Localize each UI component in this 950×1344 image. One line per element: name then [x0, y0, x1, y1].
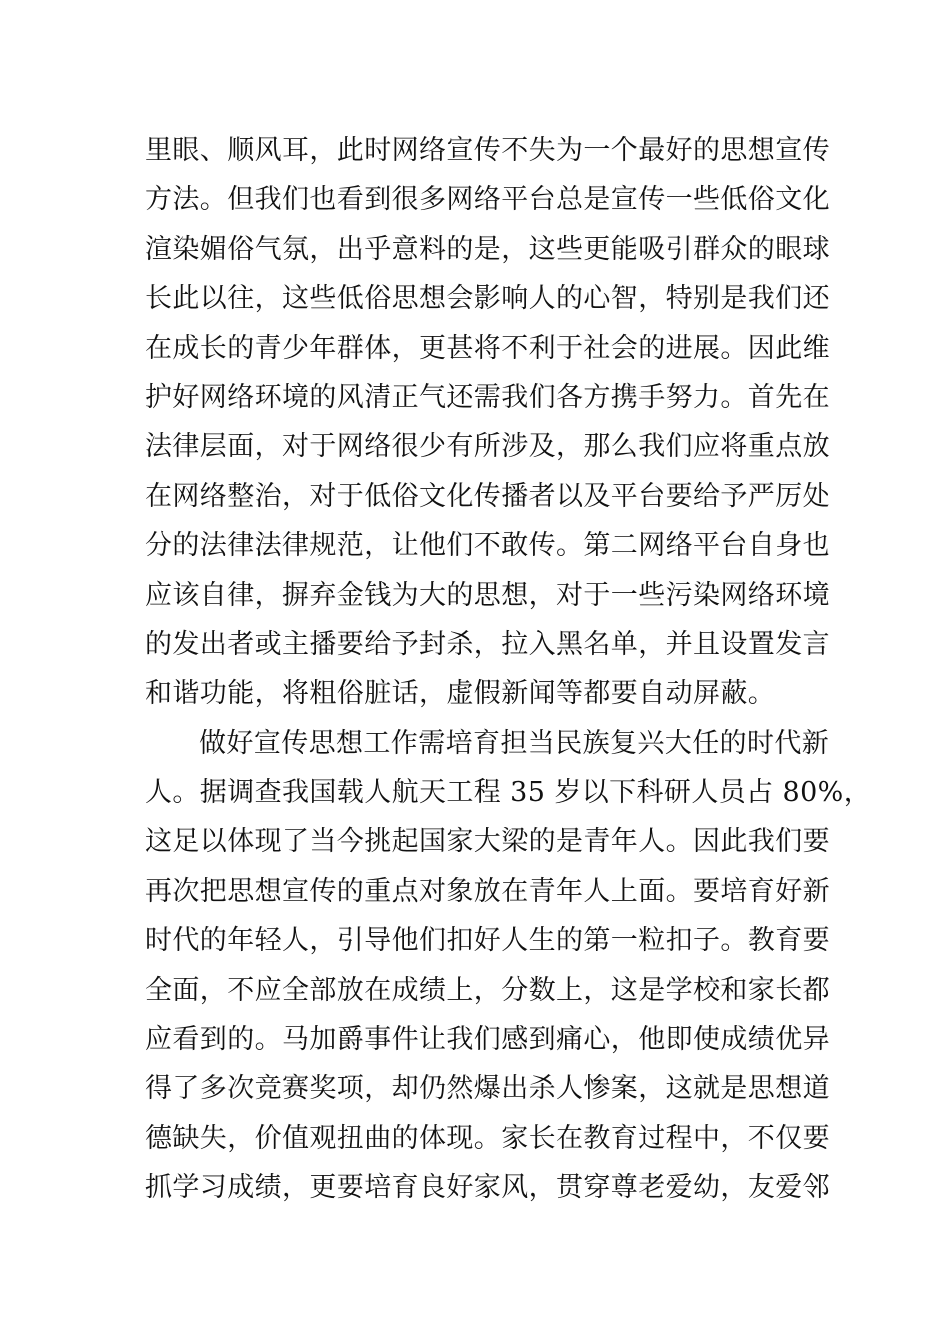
- text-line-indented: 做好宣传思想工作需培育担当民族复兴大任的时代新: [199, 727, 830, 759]
- text-line: 和谐功能，将粗俗脏话，虚假新闻等都要自动屏蔽。: [145, 678, 776, 710]
- text-line: 分的法律法律规范，让他们不敢传。第二网络平台自身也: [145, 530, 830, 562]
- text-line: 渲染媚俗气氛，出乎意料的是，这些更能吸引群众的眼球: [145, 233, 830, 265]
- text-line: 方法。但我们也看到很多网络平台总是宣传一些低俗文化: [145, 184, 830, 216]
- text-line: 长此以往，这些低俗思想会影响人的心智，特别是我们还: [145, 283, 830, 315]
- text-line: 人。据调查我国载人航天工程 35 岁以下科研人员占 80%，: [145, 777, 872, 809]
- text-line: 全面，不应全部放在成绩上，分数上，这是学校和家长都: [145, 974, 830, 1006]
- text-line: 抓学习成绩，更要培育良好家风，贯穿尊老爱幼，友爱邻: [145, 1172, 830, 1204]
- paragraph-youth-education: [145, 719, 872, 1213]
- text-line: 再次把思想宣传的重点对象放在青年人上面。要培育好新: [145, 875, 830, 907]
- text-line: 得了多次竞赛奖项，却仍然爆出杀人惨案，这就是思想道: [145, 1073, 830, 1105]
- text-line: 这足以体现了当今挑起国家大梁的是青年人。因此我们要: [145, 826, 830, 858]
- text-line: 法律层面，对于网络很少有所涉及，那么我们应将重点放: [145, 431, 830, 463]
- text-line: 应看到的。马加爵事件让我们感到痛心，他即使成绩优异: [145, 1024, 830, 1056]
- text-line: 在成长的青少年群体，更甚将不利于社会的进展。因此维: [145, 332, 830, 364]
- text-line: 德缺失，价值观扭曲的体现。家长在教育过程中，不仅要: [145, 1122, 830, 1154]
- document-body: [145, 126, 872, 1213]
- text-line: 护好网络环境的风清正气还需我们各方携手努力。首先在: [145, 381, 830, 413]
- text-line: 在网络整治，对于低俗文化传播者以及平台要给予严厉处: [145, 480, 830, 512]
- text-line: 应该自律，摒弃金钱为大的思想，对于一些污染网络环境: [145, 579, 830, 611]
- text-line: 里眼、顺风耳，此时网络宣传不失为一个最好的思想宣传: [145, 135, 830, 166]
- paragraph-network-propaganda: [145, 126, 830, 719]
- text-line: 时代的年轻人，引导他们扣好人生的第一粒扣子。教育要: [145, 925, 830, 957]
- text-line: 的发出者或主播要给予封杀，拉入黑名单，并且设置发言: [145, 628, 830, 660]
